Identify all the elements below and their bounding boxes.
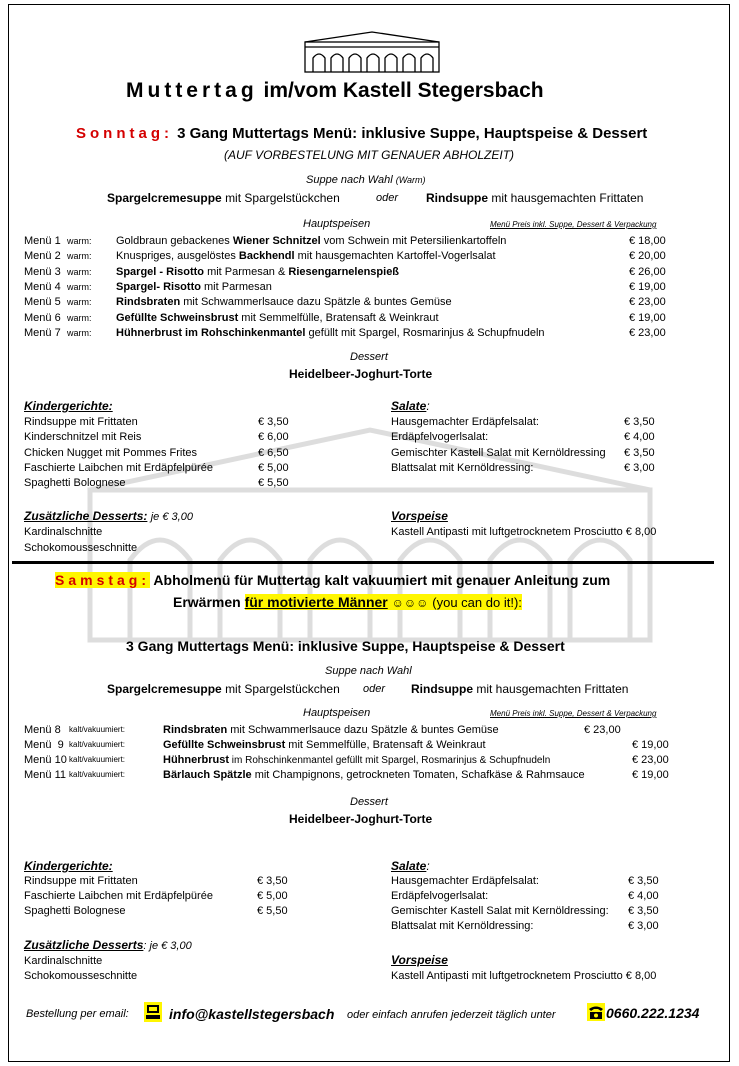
list-item-name: Gemischter Kastell Salat mit Kernöldressing [391, 446, 606, 459]
menu-tag: kalt/vakuumiert: [69, 740, 126, 749]
menu-tag: warm: [67, 312, 92, 323]
list-item-name: Rindsuppe mit Frittaten [24, 416, 138, 428]
computer-icon [144, 1002, 162, 1022]
title-word-muttertag: Muttertag [126, 79, 258, 102]
menu-row [24, 739, 684, 753]
list-item-name: Rindsuppe mit Frittaten [24, 875, 138, 887]
samstag-haupt-label: Hauptspeisen [303, 707, 371, 719]
menu-tag: kalt/vakuumiert: [69, 725, 126, 734]
samstag-kinder-label: Kindergerichte: [24, 859, 113, 873]
menu-tag: warm: [67, 251, 92, 262]
samstag-dessert: Heidelbeer-Joghurt-Torte [289, 812, 433, 826]
samstag-suppe-a [107, 682, 340, 696]
menu-description [163, 739, 486, 751]
footer-prefix: Bestellung per email: [26, 1008, 129, 1020]
sonntag-salate-label [391, 399, 430, 413]
list-item-price: € 4,00 [628, 890, 659, 902]
list-item-name: Spaghetti Bolognese [24, 477, 126, 490]
samstag-vorspeise: Kastell Antipasti mit luftgetrocknetem Prosciutto € 8,00 [391, 970, 657, 982]
menu-price: € 23,00 [629, 296, 666, 309]
menu-row [24, 250, 684, 264]
menu-description [116, 250, 496, 262]
menu-desc-mid: mit Schwammerlsauce dazu Spätzle & buntes Gemüse [180, 296, 452, 309]
castle-logo-icon [303, 30, 441, 74]
list-item-price: € 5,00 [258, 461, 289, 474]
list-item-name: Chicken Nugget mit Pommes Frites [24, 446, 197, 459]
sonntag-haupt-label: Hauptspeisen [303, 218, 371, 230]
samstag-day-label: Samstag: [55, 572, 151, 588]
sonntag-heading [76, 125, 647, 142]
page-title [126, 79, 544, 103]
menu-label: Menü 7 [24, 326, 61, 339]
samstag-dessert-label: Dessert [350, 796, 388, 808]
sonntag-suppe-label [306, 174, 426, 186]
samstag-heading-line1 [55, 572, 610, 588]
menu-description [163, 754, 550, 766]
list-item-price: € 5,50 [258, 477, 289, 490]
suppe-a-name: Spargelcremesuppe [107, 682, 222, 696]
sonntag-subheading: (AUF VORBESTELUNG MIT GENAUER ABHOLZEIT) [224, 148, 515, 162]
menu-price: € 26,00 [629, 265, 666, 278]
menu-desc-mid: mit Semmelfülle, Bratensaft & Weinkraut [238, 311, 439, 324]
samstag-heading-maenner: für motivierte Männer [244, 594, 388, 610]
menu-description [163, 769, 585, 781]
sonntag-heading-text: 3 Gang Muttertags Menü: inklusive Suppe, Hauptspeise & Dessert [177, 125, 648, 142]
telephone-icon [587, 1003, 605, 1021]
list-item-price: € 3,50 [258, 416, 289, 428]
menu-tag: kalt/vakuumiert: [69, 755, 126, 764]
suppe-a-desc: mit Spargelstückchen [225, 682, 340, 696]
sonntag-day-label: Sonntag: [76, 125, 173, 142]
menu-desc-mid: mit hausgemachten Kartoffel-Vogerlsalat [294, 250, 496, 263]
menu-label: Menü 6 [24, 311, 61, 324]
suppe-label-note: (Warm) [395, 175, 426, 185]
menu-desc-bold: Rindsbraten [163, 724, 228, 736]
menu-price: € 18,00 [629, 235, 666, 247]
menu-desc-pre: Goldbraun gebackenes [116, 235, 233, 247]
list-item-name: Faschierte Laibchen mit Erdäpfelpürée [24, 461, 213, 474]
list-item-price: € 3,00 [624, 461, 655, 474]
list-item-name: Hausgemachter Erdäpfelsalat: [391, 875, 539, 887]
list-item-price: € 3,50 [628, 905, 659, 917]
list-item-name: Blattsalat mit Kernöldressing: [391, 920, 534, 932]
samstag-suppe-b [411, 682, 628, 696]
list-item-name: Faschierte Laibchen mit Erdäpfelpürée [24, 890, 213, 902]
menu-description [116, 312, 439, 324]
menu-description [163, 724, 499, 736]
sonntag-zus-item: Kardinalschnitte [24, 526, 103, 538]
menu-price: € 19,00 [629, 280, 666, 293]
list-item-name: Blattsalat mit Kernöldressing: [391, 461, 534, 474]
smiley-icon: ☺☺☺ [391, 596, 429, 610]
sonntag-preis-note: Menü Preis inkl. Suppe, Dessert & Verpackung [490, 220, 657, 229]
suppe-b-desc: mit hausgemachten Frittaten [491, 191, 644, 205]
menu-tag: warm: [67, 297, 92, 308]
menu-label: Menü 2 [24, 250, 61, 263]
sonntag-dessert-label: Dessert [350, 351, 388, 363]
salate-label-text: Salate [391, 859, 427, 873]
menu-label: Menü 4 [24, 280, 61, 293]
menu-desc-bold: Wiener Schnitzel [232, 235, 321, 247]
sonntag-vorspeise: Kastell Antipasti mit luftgetrocknetem Prosciutto € 8,00 [391, 526, 657, 538]
list-item-price: € 5,50 [257, 905, 288, 917]
sonntag-zus-label [24, 509, 193, 523]
menu-price: € 23,00 [584, 724, 621, 736]
menu-row [24, 281, 684, 295]
suppe-a-desc: mit Spargelstückchen [225, 191, 340, 205]
list-item-price: € 3,50 [628, 875, 659, 887]
menu-desc-bold: Hühnerbrust [163, 754, 229, 766]
sonntag-suppe-oder: oder [376, 192, 399, 204]
menu-desc-mid: mit Semmelfülle, Bratensaft & Weinkraut [285, 739, 486, 751]
samstag-preis-note: Menü Preis inkl. Suppe, Dessert & Verpackung [490, 709, 657, 718]
samstag-zus-label [24, 938, 192, 952]
samstag-suppe-label: Suppe nach Wahl [325, 665, 412, 677]
section-divider [12, 561, 714, 564]
menu-desc-mid: mit Schwammerlsauce dazu Spätzle & buntes Gemüse [227, 724, 499, 736]
menu-tag: warm: [67, 266, 92, 277]
sonntag-kinder-label: Kindergerichte: [24, 399, 113, 413]
suppe-b-name: Rindsuppe [411, 682, 473, 696]
footer-phone[interactable]: 0660.222.1234 [606, 1005, 700, 1021]
menu-description [116, 327, 545, 339]
menu-desc-mid: vom Schwein mit Petersilienkartoffeln [320, 235, 507, 247]
menu-desc-mid: mit Parmesan [200, 280, 272, 293]
list-item-price: € 4,00 [624, 431, 655, 444]
sonntag-vorspeise-label: Vorspeise [391, 509, 448, 523]
menu-price: € 19,00 [632, 739, 669, 751]
menu-desc-bold: Hühnerbrust im Rohschinkenmantel [116, 326, 306, 339]
samstag-heading-tail: (you can do it!): [432, 595, 522, 610]
menu-row [24, 724, 684, 738]
menu-price: € 20,00 [629, 250, 666, 263]
menu-desc-bold: Spargel- Risotto [116, 280, 201, 293]
menu-price: € 23,00 [629, 326, 666, 339]
samstag-salate-label [391, 859, 430, 873]
menu-row [24, 266, 684, 280]
zus-price: : je € 3,00 [143, 940, 192, 952]
menu-label: Menü 3 [24, 265, 61, 278]
menu-desc-mid: im Rohschinkenmantel gefüllt mit Spargel, Rosmarinjus & Schupfnudeln [229, 755, 551, 766]
salate-label-colon: : [426, 859, 430, 873]
samstag-heading-line2 [173, 594, 522, 610]
list-item-price: € 3,50 [624, 416, 655, 428]
samstag-zus-item: Kardinalschnitte [24, 955, 103, 967]
samstag-heading-text: Abholmenü für Muttertag kalt vakuumiert mit genauer Anleitung zum [153, 572, 611, 588]
menu-tag: warm: [67, 281, 92, 292]
suppe-b-name: Rindsuppe [426, 191, 488, 205]
menu-desc-bold: Rindsbraten [116, 296, 181, 309]
salate-label-colon: : [426, 399, 430, 413]
menu-desc-bold: Bärlauch Spätzle [163, 769, 252, 781]
menu-tag: kalt/vakuumiert: [69, 770, 126, 779]
list-item-name: Erdäpfelvogerlsalat: [391, 431, 489, 444]
menu-label: Menü 11 [24, 769, 66, 781]
list-item-name: Kinderschnitzel mit Reis [24, 431, 142, 444]
menu-tag: warm: [67, 236, 92, 246]
sonntag-zus-item: Schokomousseschnitte [24, 542, 138, 554]
menu-row [24, 296, 684, 310]
menu-row [24, 754, 684, 768]
samstag-suppe-oder: oder [363, 683, 386, 695]
menu-price: € 23,00 [632, 754, 669, 766]
footer-email[interactable]: info@kastellstegersbach [169, 1006, 335, 1022]
menu-desc-mid: gefüllt mit Spargel, Rosmarinjus & Schupfnudeln [305, 326, 545, 339]
sonntag-dessert: Heidelbeer-Joghurt-Torte [289, 367, 433, 381]
list-item-price: € 3,00 [628, 920, 659, 932]
menu-price: € 19,00 [632, 769, 669, 781]
menu-price: € 19,00 [629, 311, 666, 324]
sonntag-suppe-a [107, 191, 340, 205]
list-item-name: Erdäpfelvogerlsalat: [391, 890, 489, 902]
menu-row [24, 235, 684, 249]
menu-label: Menü 9 [24, 739, 64, 751]
menu-tag: warm: [67, 327, 92, 338]
title-rest: im/vom Kastell Stegersbach [263, 79, 544, 102]
menu-label: Menü 5 [24, 296, 61, 309]
menu-description [116, 235, 506, 247]
menu-row [24, 312, 684, 326]
list-item-name: Hausgemachter Erdäpfelsalat: [391, 416, 539, 428]
list-item-price: € 3,50 [257, 875, 288, 887]
menu-label: Menü 10 [24, 754, 67, 766]
menu-label: Menü 8 [24, 724, 61, 736]
suppe-a-name: Spargelcremesuppe [107, 191, 222, 205]
suppe-label-text: Suppe nach Wahl [306, 174, 393, 186]
menu-desc-bold: Gefüllte Schweinsbrust [163, 739, 286, 751]
samstag-heading-erwaermen: Erwärmen [173, 594, 241, 610]
menu-desc-bold: Gefüllte Schweinsbrust [116, 311, 239, 324]
zus-label-text: Zusätzliche Desserts [24, 938, 144, 952]
menu-desc-bold2: Riesengarnelenspieß [288, 265, 400, 278]
samstag-vorspeise-label: Vorspeise [391, 953, 448, 967]
menu-desc-mid: mit Parmesan & [204, 265, 289, 278]
list-item-price: € 6,00 [258, 431, 289, 444]
menu-desc-bold: Backhendl [238, 250, 295, 263]
menu-description [116, 266, 399, 278]
samstag-zus-item: Schokomousseschnitte [24, 970, 138, 982]
menu-label: Menü 1 [24, 235, 61, 247]
list-item-name: Gemischter Kastell Salat mit Kernöldressing: [391, 905, 609, 917]
footer-middle: oder einfach anrufen jederzeit täglich unter [347, 1009, 556, 1021]
suppe-b-desc: mit hausgemachten Frittaten [476, 682, 629, 696]
menu-desc-pre: Knuspriges, ausgelöstes [116, 250, 239, 263]
menu-description [116, 281, 272, 293]
samstag-heading2: 3 Gang Muttertags Menü: inklusive Suppe, Hauptspeise & Dessert [126, 638, 565, 654]
list-item-price: € 5,00 [257, 890, 288, 902]
menu-desc-mid: mit Champignons, getrockneten Tomaten, Schafkäse & Rahmsauce [251, 769, 585, 781]
list-item-name: Spaghetti Bolognese [24, 905, 126, 917]
menu-row [24, 327, 684, 341]
menu-description [116, 296, 452, 308]
list-item-price: € 3,50 [624, 446, 655, 459]
sonntag-suppe-b [426, 191, 643, 205]
menu-desc-bold: Spargel - Risotto [116, 265, 205, 278]
zus-price: je € 3,00 [150, 511, 193, 523]
menu-row [24, 769, 684, 783]
salate-label-text: Salate [391, 399, 427, 413]
list-item-price: € 6,50 [258, 446, 289, 459]
zus-label-text: Zusätzliche Desserts: [24, 509, 148, 523]
